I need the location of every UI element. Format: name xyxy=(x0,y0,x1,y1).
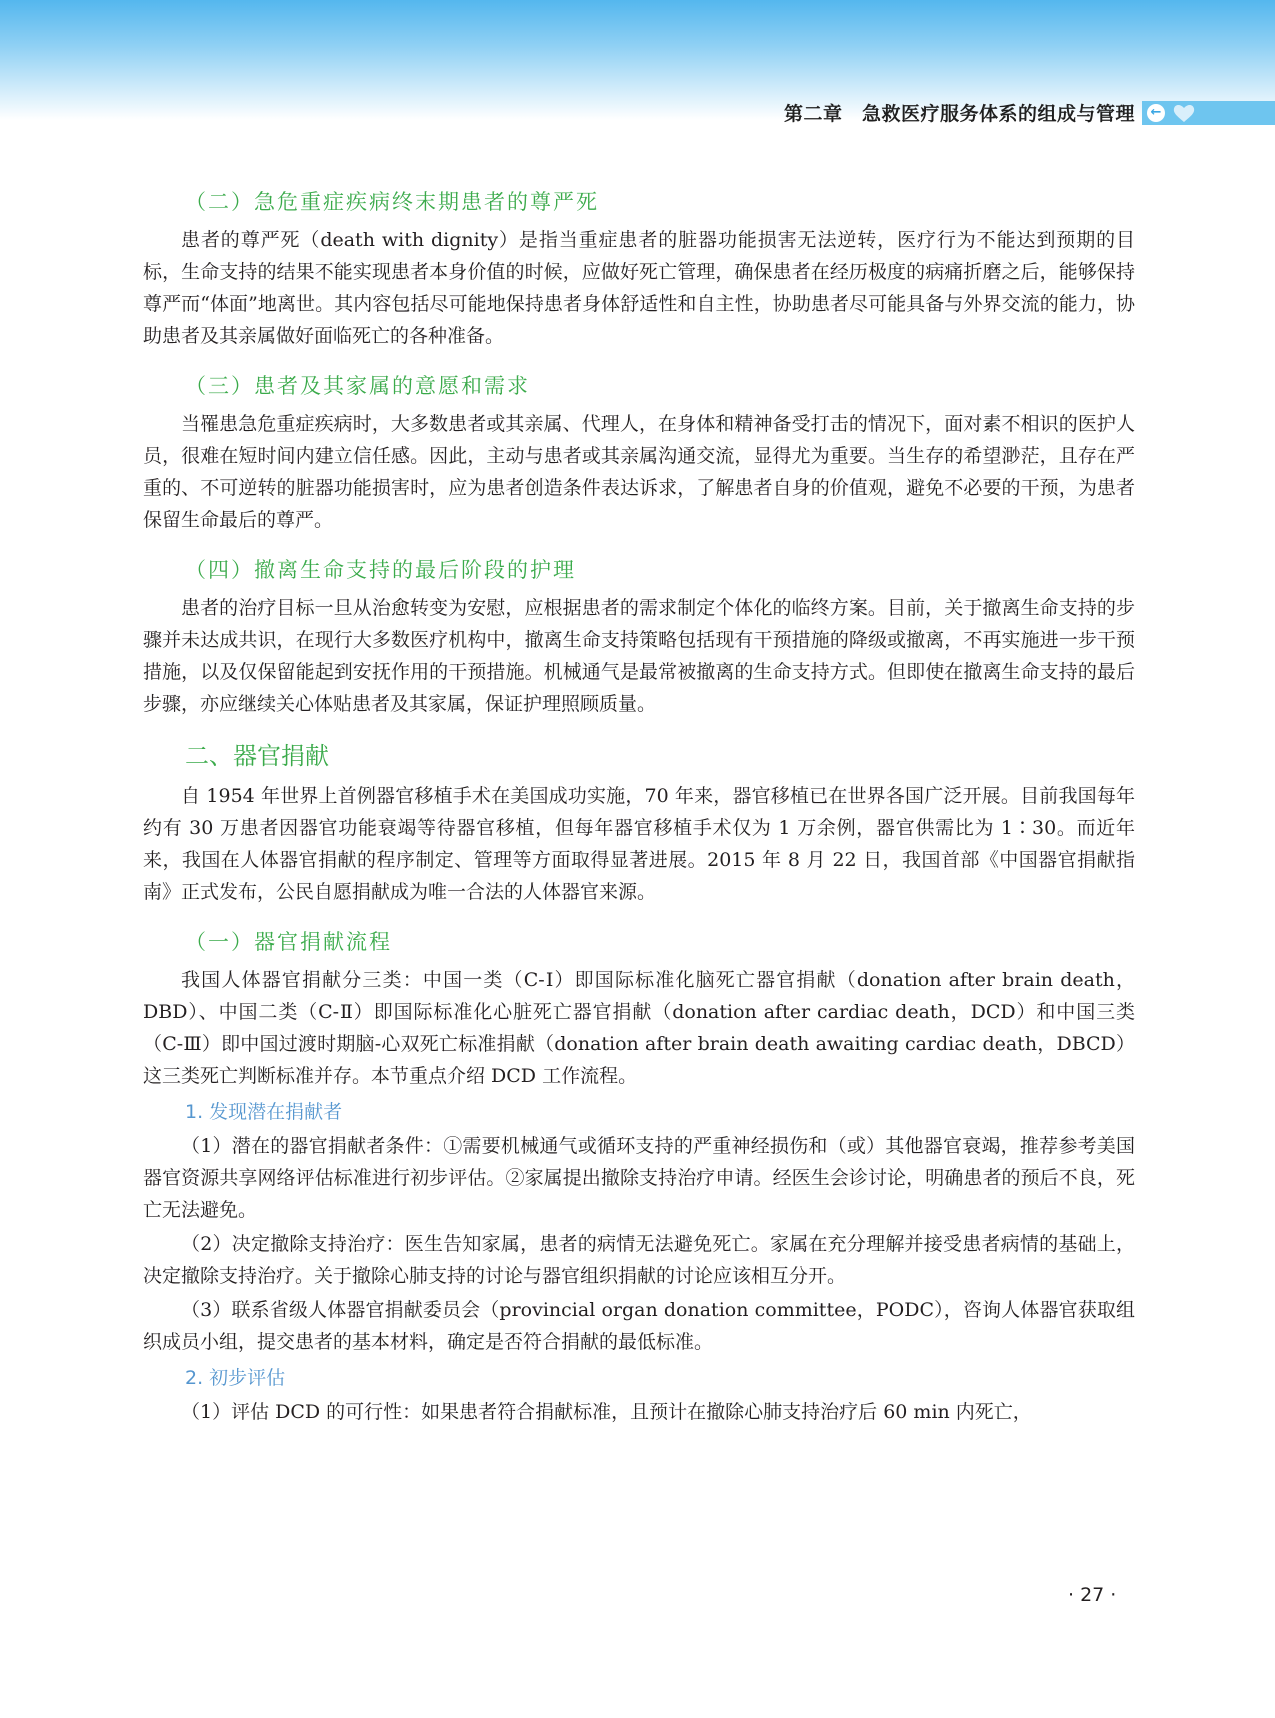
subsection-heading-withdraw: （四）撤离生命支持的最后阶段的护理 xyxy=(185,558,576,582)
subsection-heading-process: （一）器官捐献流程 xyxy=(185,930,392,954)
running-head xyxy=(0,97,1275,131)
numbered-heading-assess: 2. 初步评估 xyxy=(185,1367,286,1389)
paragraph-process: 我国人体器官捐献分三类：中国一类（C-Ⅰ）即国际标准化脑死亡器官捐献（donation after brain death，DBD）、中国二类（C-Ⅱ）即国际标准化心脏死亡器官捐献（donation after cardiac death，DCD）和中国三类（C-Ⅲ）即中国过渡时期脑-心双死亡标准捐献（donation after brain death awaiting cardiac death，DBCD）这三类死亡判断标准并存。本节重点介绍 DCD 工作流程。 xyxy=(143,969,1135,1087)
paragraph-discover-2: （2）决定撤除支持治疗：医生告知家属，患者的病情无法避免死亡。家属在充分理解并接受患者病情的基础上，决定撤除支持治疗。关于撤除心肺支持的讨论与器官组织捐献的讨论应该相互分开。 xyxy=(143,1233,1135,1287)
paragraph-withdraw: 患者的治疗目标一旦从治愈转变为安慰，应根据患者的需求制定个体化的临终方案。目前，关于撤离生命支持的步骤并未达成共识，在现行大多数医疗机构中，撤离生命支持策略包括现有干预措施的降级或撤离，不再实施进一步干预措施，以及仅保留能起到安抚作用的干预措施。机械通气是最常被撤离的生命支持方式。但即使在撤离生命支持的最后步骤，亦应继续关心体贴患者及其家属，保证护理照顾质量。 xyxy=(143,597,1135,715)
paragraph-wishes: 当罹患急危重症疾病时，大多数患者或其亲属、代理人，在身体和精神备受打击的情况下，面对素不相识的医护人员，很难在短时间内建立信任感。因此，主动与患者或其亲属沟通交流，显得尤为重要。当生存的希望渺茫，且存在严重的、不可逆转的脏器功能损害时，应为患者创造条件表达诉求，了解患者自身的价值观，避免不必要的干预，为患者保留生命最后的尊严。 xyxy=(143,413,1135,531)
chapter-title: 第二章 急救医疗服务体系的组成与管理 xyxy=(783,103,1135,125)
heart-icon xyxy=(1173,103,1195,123)
paragraph-discover-1: （1）潜在的器官捐献者条件：①需要机械通气或循环支持的严重神经损伤和（或）其他器官衰竭，推荐参考美国器官资源共享网络评估标准进行初步评估。②家属提出撤除支持治疗申请。经医生会诊讨论，明确患者的预后不良，死亡无法避免。 xyxy=(143,1135,1135,1221)
subsection-heading-wishes: （三）患者及其家属的意愿和需求 xyxy=(185,374,530,398)
paragraph-organ-donation: 自 1954 年世界上首例器官移植手术在美国成功实施，70 年来，器官移植已在世界各国广泛开展。目前我国每年约有 30 万患者因器官功能衰竭等待器官移植，但每年器官移植手术仅为 1 万余例，器官供需比为 1∶30。而近年来，我国在人体器官捐献的程序制定、管理等方面取得显著进展。2015 年 8 月 22 日，我国首部《中国器官捐献指南》正式发布，公民自愿捐献成为唯一合法的人体器官来源。 xyxy=(143,785,1135,903)
paragraph-discover-3: （3）联系省级人体器官捐献委员会（provincial organ donation committee，PODC），咨询人体器官获取组织成员小组，提交患者的基本材料，确定是否符合捐献的最低标准。 xyxy=(143,1299,1135,1353)
subsection-heading-dignity: （二）急危重症疾病终末期患者的尊严死 xyxy=(185,190,599,214)
page-number: · 27 · xyxy=(1068,1584,1117,1606)
section-heading-organ-donation: 二、器官捐献 xyxy=(185,742,329,770)
page-body xyxy=(143,180,1135,1430)
paragraph-assess-1: （1）评估 DCD 的可行性：如果患者符合捐献标准，且预计在撤除心肺支持治疗后 60 min 内死亡， xyxy=(181,1401,1032,1423)
numbered-heading-discover: 1. 发现潜在捐献者 xyxy=(185,1101,343,1123)
paragraph-dignity: 患者的尊严死（death with dignity）是指当重症患者的脏器功能损害无法逆转，医疗行为不能达到预期的目标，生命支持的结果不能实现患者本身价值的时候，应做好死亡管理，确保患者在经历极度的病痛折磨之后，能够保持尊严而“体面”地离世。其内容包括尽可能地保持患者身体舒适性和自主性，协助患者尽可能具备与外界交流的能力，协助患者及其亲属做好面临死亡的各种准备。 xyxy=(143,229,1135,347)
arrow-left-icon: ← xyxy=(1147,104,1165,122)
